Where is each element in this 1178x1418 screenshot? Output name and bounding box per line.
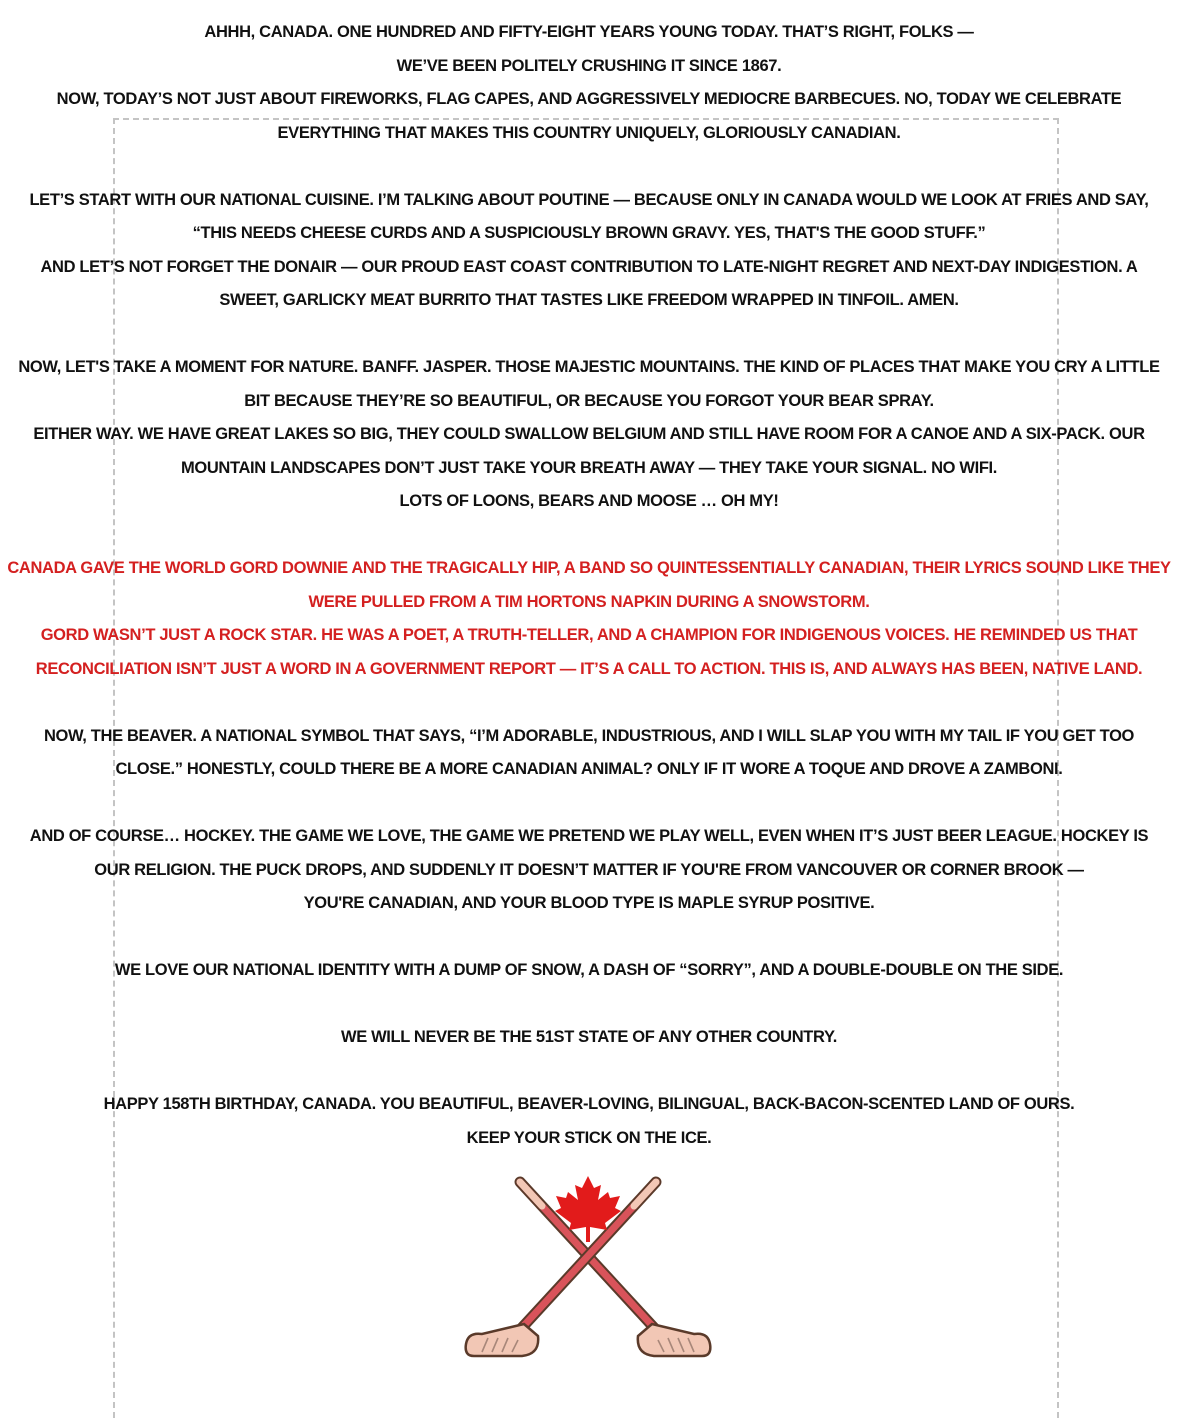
paragraph-line: HAPPY 158TH BIRTHDAY, CANADA. YOU BEAUTIFUL, BEAVER-LOVING, BILINGUAL, BACK-BACON-SCENTED LAND OF OURS. [103,1095,1075,1113]
paragraph-line: NOW, THE BEAVER. A NATIONAL SYMBOL THAT SAYS, “I’M ADORABLE, INDUSTRIOUS, AND I WILL SLAP YOU WITH MY TAIL IF YOU GET TOO [43,726,1135,745]
paragraph-line: LOTS OF LOONS, BEARS AND MOOSE … OH MY! [399,492,779,510]
paragraph-line: YOU'RE CANADIAN, AND YOUR BLOOD TYPE IS MAPLE SYRUP POSITIVE. [303,894,875,912]
paragraph-line: AHHH, CANADA. ONE HUNDRED AND FIFTY-EIGHT YEARS YOUNG TODAY. THAT’S RIGHT, FOLKS — [204,23,974,41]
paragraph-intro [0,16,1178,150]
paragraph-line: LET’S START WITH OUR NATIONAL CUISINE. I’M TALKING ABOUT POUTINE — BECAUSE ONLY IN CANADA WOULD WE LOOK AT FRIES AND SAY, [29,190,1149,209]
paragraph-gord-downie [0,552,1178,686]
paragraph-line: WE LOVE OUR NATIONAL IDENTITY WITH A DUMP OF SNOW, A DASH OF “SORRY”, AND A DOUBLE-DOUBLE ON THE SIDE. [114,961,1064,979]
paragraph-line: WE’VE BEEN POLITELY CRUSHING IT SINCE 1867. [396,56,782,75]
paragraph-line: CLOSE.” HONESTLY, COULD THERE BE A MORE CANADIAN ANIMAL? ONLY IF IT WORE A TOQUE AND DROVE A ZAMBONI. [115,760,1063,778]
paragraph-line: MOUNTAIN LANDSCAPES DON’T JUST TAKE YOUR BREATH AWAY — THEY TAKE YOUR SIGNAL. NO WIFI. [180,458,998,477]
paragraph-line: “THIS NEEDS CHEESE CURDS AND A SUSPICIOUSLY BROWN GRAVY. YES, THAT'S THE GOOD STUFF.” [192,224,986,242]
paragraph-line: WERE PULLED FROM A TIM HORTONS NAPKIN DURING A SNOWSTORM. [308,592,870,611]
paragraph-identity [0,954,1178,988]
paragraph-line: CANADA GAVE THE WORLD GORD DOWNIE AND THE TRAGICALLY HIP, A BAND SO QUINTESSENTIALLY CANADIAN, THEIR LYRICS SOUND LIKE THEY [7,559,1171,577]
paragraph-51st-state [0,1021,1178,1055]
paragraph-line: NOW, LET'S TAKE A MOMENT FOR NATURE. BANFF. JASPER. THOSE MAJESTIC MOUNTAINS. THE KIND OF PLACES THAT MAKE YOU CRY A LITTLE [18,358,1160,376]
paragraph-line: GORD WASN’T JUST A ROCK STAR. HE WAS A POET, A TRUTH-TELLER, AND A CHAMPION FOR INDIGENOUS VOICES. HE REMINDED US THAT [40,626,1138,644]
paragraph-nature [0,351,1178,519]
paragraph-line: KEEP YOUR STICK ON THE ICE. [466,1128,712,1147]
paragraph-line: NOW, TODAY’S NOT JUST ABOUT FIREWORKS, FLAG CAPES, AND AGGRESSIVELY MEDIOCRE BARBECUES. NO, TODAY WE CELEBRATE [56,90,1122,108]
paragraph-line: RECONCILIATION ISN’T JUST A WORD IN A GOVERNMENT REPORT — IT’S A CALL TO ACTION. THIS IS, AND ALWAYS HAS BEEN, NATIVE LAND. [35,659,1143,678]
paragraph-birthday [0,1088,1178,1155]
paragraph-line: AND OF COURSE… HOCKEY. THE GAME WE LOVE, THE GAME WE PRETEND WE PLAY WELL, EVEN WHEN IT’S JUST BEER LEAGUE. HOCKEY IS [29,827,1149,845]
paragraph-cuisine [0,184,1178,318]
paragraph-line: EITHER WAY. WE HAVE GREAT LAKES SO BIG, THEY COULD SWALLOW BELGIUM AND STILL HAVE ROOM FOR A CANOE AND A SIX-PACK. OUR [33,425,1145,443]
paragraph-line: AND LET’S NOT FORGET THE DONAIR — OUR PROUD EAST COAST CONTRIBUTION TO LATE-NIGHT REGRET AND NEXT-DAY INDIGESTION. A [40,257,1138,276]
paragraph-line: OUR RELIGION. THE PUCK DROPS, AND SUDDENLY IT DOESN’T MATTER IF YOU'RE FROM VANCOUVER OR CORNER BROOK — [94,860,1084,879]
hockey-sticks-illustration [462,1172,712,1362]
paragraph-hockey [0,820,1178,921]
paragraph-line: EVERYTHING THAT MAKES THIS COUNTRY UNIQUELY, GLORIOUSLY CANADIAN. [277,123,901,142]
paragraph-line: WE WILL NEVER BE THE 51ST STATE OF ANY OTHER COUNTRY. [340,1028,838,1046]
paragraph-beaver [0,720,1178,787]
paragraph-line: SWEET, GARLICKY MEAT BURRITO THAT TASTES LIKE FREEDOM WRAPPED IN TINFOIL. AMEN. [219,291,959,309]
article [0,16,1178,1189]
paragraph-line: BIT BECAUSE THEY’RE SO BEAUTIFUL, OR BECAUSE YOU FORGOT YOUR BEAR SPRAY. [244,391,934,410]
